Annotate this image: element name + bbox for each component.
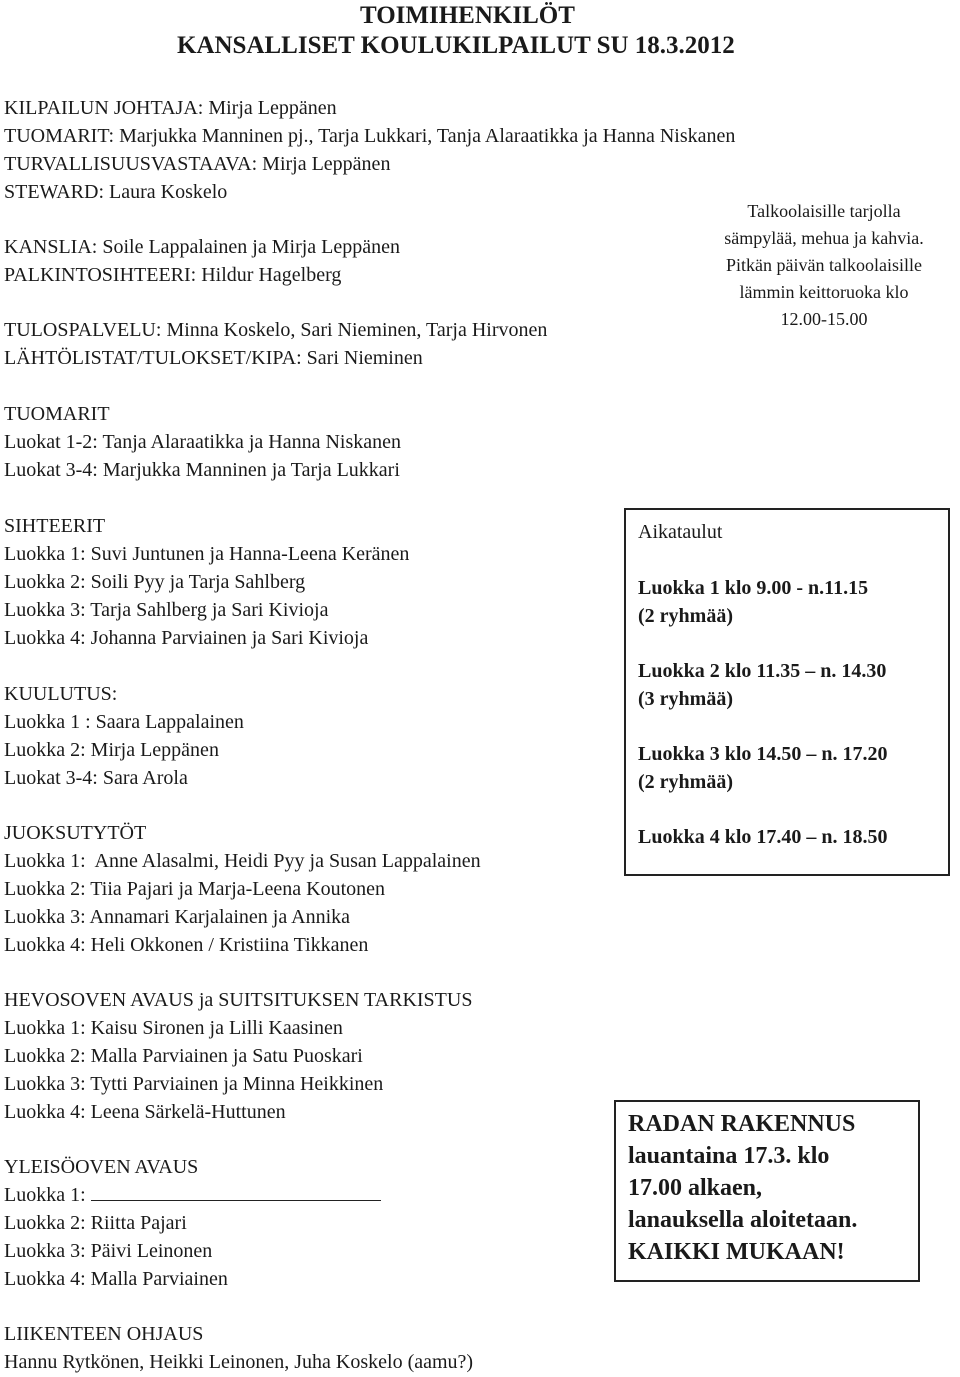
staff-row-results: TULOSPALVELU: Minna Koskelo, Sari Nieminen, Tarja Hirvonen bbox=[4, 319, 548, 341]
list-item: Luokka 3: Tarja Sahlberg ja Sari Kivioja bbox=[4, 599, 329, 621]
staff-row-judges: TUOMARIT: Marjukka Manninen pj., Tarja Lukkari, Tanja Alaraatikka ja Hanna Niskanen bbox=[4, 125, 736, 147]
list-item: Luokka 2: Riitta Pajari bbox=[4, 1212, 187, 1234]
section-heading-runners: JUOKSUTYTÖT bbox=[4, 822, 147, 844]
list-item: Luokka 3: Päivi Leinonen bbox=[4, 1240, 213, 1262]
list-item: Luokat 3-4: Marjukka Manninen ja Tarja Lukkari bbox=[4, 459, 400, 481]
list-item: Luokka 1: Suvi Juntunen ja Hanna-Leena Keränen bbox=[4, 543, 410, 565]
list-item: Luokka 2: Mirja Leppänen bbox=[4, 739, 219, 761]
schedule-item: Luokka 4 klo 17.40 – n. 18.50 bbox=[638, 826, 888, 848]
course-building-line: RADAN RAKENNUS bbox=[628, 1111, 856, 1137]
traffic-staff: Hannu Rytkönen, Heikki Leinonen, Juha Koskelo (aamu?) bbox=[4, 1351, 474, 1373]
list-item: Luokka 4: Malla Parviainen bbox=[4, 1268, 228, 1290]
section-heading-announcing: KUULUTUS: bbox=[4, 683, 118, 705]
schedule-groups: (3 ryhmää) bbox=[638, 688, 733, 710]
list-item: Luokka 1: Anne Alasalmi, Heidi Pyy ja Susan Lappalainen bbox=[4, 850, 481, 872]
course-building-line: lanauksella aloitetaan. bbox=[628, 1207, 858, 1233]
list-item: Luokka 1: Kaisu Sironen ja Lilli Kaasinen bbox=[4, 1017, 343, 1039]
list-item: Luokat 3-4: Sara Arola bbox=[4, 767, 188, 789]
list-item: Luokka 1 : Saara Lappalainen bbox=[4, 711, 244, 733]
list-item: Luokka 3: Tytti Parviainen ja Minna Heikkinen bbox=[4, 1073, 384, 1095]
course-building-line: lauantaina 17.3. klo bbox=[628, 1143, 830, 1169]
section-heading-traffic: LIIKENTEEN OHJAUS bbox=[4, 1323, 204, 1345]
page-title: TOIMIHENKILÖT bbox=[360, 2, 575, 29]
staff-row-safety: TURVALLISUUSVASTAAVA: Mirja Leppänen bbox=[4, 153, 391, 175]
staff-row-prizes: PALKINTOSIHTEERI: Hildur Hagelberg bbox=[4, 264, 342, 286]
section-heading-judges: TUOMARIT bbox=[4, 403, 110, 425]
course-building-line: KAIKKI MUKAAN! bbox=[628, 1239, 845, 1265]
page-subtitle: KANSALLISET KOULUKILPAILUT SU 18.3.2012 bbox=[177, 32, 735, 59]
blank-fill-line bbox=[91, 1182, 381, 1201]
list-item: Luokat 1-2: Tanja Alaraatikka ja Hanna Niskanen bbox=[4, 431, 401, 453]
list-item: Luokka 2: Malla Parviainen ja Satu Puoskari bbox=[4, 1045, 363, 1067]
schedule-heading: Aikataulut bbox=[638, 521, 723, 543]
list-item: Luokka 2: Tiia Pajari ja Marja-Leena Koutonen bbox=[4, 878, 386, 900]
volunteer-note: Talkoolaisille tarjolla sämpylää, mehua ja kahvia. Pitkän päivän talkoolaisille lämmin keittoruoka klo 12.00-15.00 bbox=[724, 201, 924, 329]
staff-row-director: KILPAILUN JOHTAJA: Mirja Leppänen bbox=[4, 97, 337, 119]
schedule-box bbox=[624, 508, 950, 876]
schedule-item: Luokka 2 klo 11.35 – n. 14.30 bbox=[638, 660, 887, 682]
list-item: Luokka 4: Heli Okkonen / Kristiina Tikkanen bbox=[4, 934, 369, 956]
staff-row-startlists: LÄHTÖLISTAT/TULOKSET/KIPA: Sari Nieminen bbox=[4, 347, 423, 369]
schedule-groups: (2 ryhmää) bbox=[638, 771, 733, 793]
staff-row-steward: STEWARD: Laura Koskelo bbox=[4, 181, 228, 203]
schedule-item: Luokka 1 klo 9.00 - n.11.15 bbox=[638, 577, 869, 599]
list-item: Luokka 3: Annamari Karjalainen ja Annika bbox=[4, 906, 351, 928]
staff-row-office: KANSLIA: Soile Lappalainen ja Mirja Leppänen bbox=[4, 236, 401, 258]
section-heading-public-door: YLEISÖOVEN AVAUS bbox=[4, 1156, 199, 1178]
list-item: Luokka 4: Leena Särkelä-Huttunen bbox=[4, 1101, 286, 1123]
section-heading-horse-door: HEVOSOVEN AVAUS ja SUITSITUKSEN TARKISTUS bbox=[4, 989, 473, 1011]
list-item: Luokka 1: bbox=[4, 1181, 381, 1209]
section-heading-secretaries: SIHTEERIT bbox=[4, 515, 106, 537]
course-building-box bbox=[614, 1100, 920, 1282]
list-item: Luokka 4: Johanna Parviainen ja Sari Kivioja bbox=[4, 627, 369, 649]
list-item: Luokka 2: Soili Pyy ja Tarja Sahlberg bbox=[4, 571, 306, 593]
schedule-item: Luokka 3 klo 14.50 – n. 17.20 bbox=[638, 743, 888, 765]
schedule-groups: (2 ryhmää) bbox=[638, 605, 733, 627]
course-building-line: 17.00 alkaen, bbox=[628, 1175, 763, 1201]
